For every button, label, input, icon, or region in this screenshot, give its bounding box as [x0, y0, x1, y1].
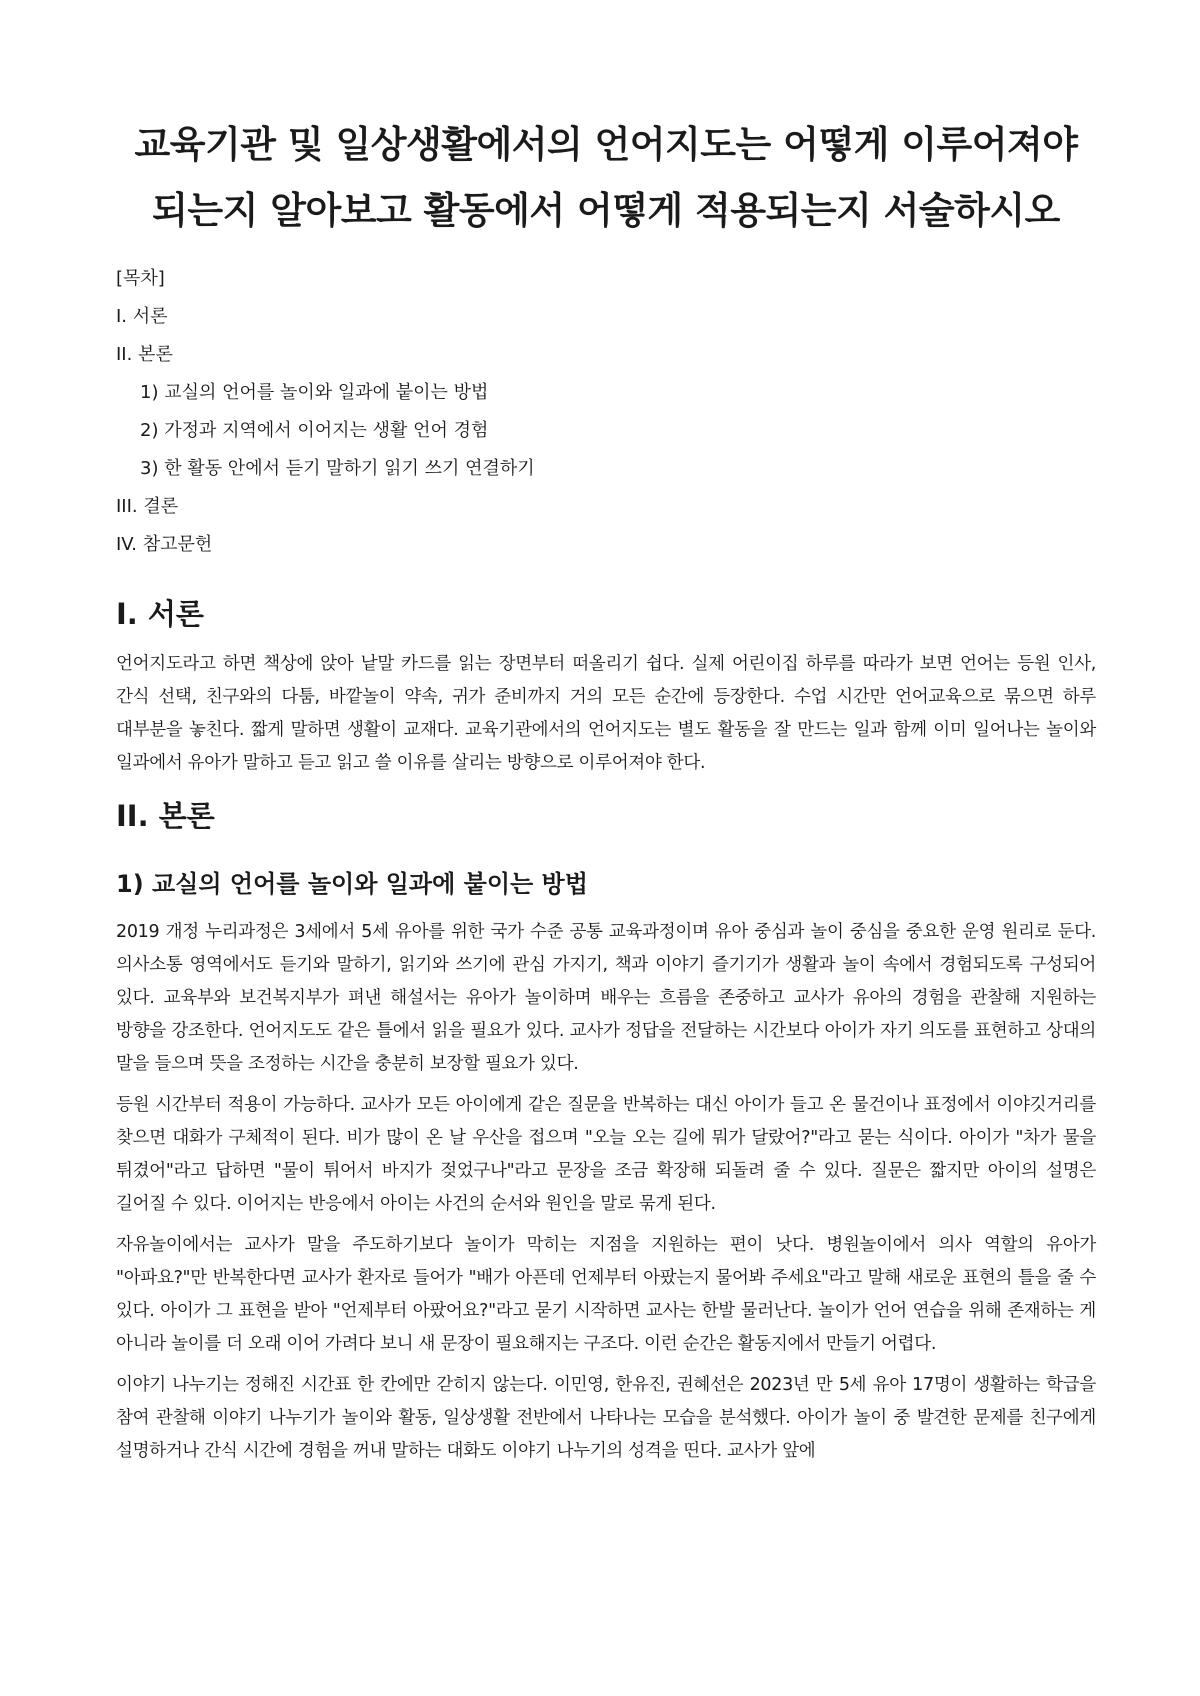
- body-paragraph: 이야기 나누기는 정해진 시간표 한 칸에만 갇히지 않는다. 이민영, 한유진, 권혜선은 2023년 만 5세 유아 17명이 생활하는 학급을 참여 관찰해 이야기 나누기가 놀이와 활동, 일상생활 전반에서 나타나는 모습을 분석했다. 아이가 놀이 중 발견한 문제를 친구에게 설명하거나 간식 시간에 경험을 꺼내 말하는 대화도 이야기 나누기의 성격을 띤다. 교사가 앞에: [116, 1375, 1096, 1461]
- document-title: 교육기관 및 일상생활에서의 언어지도는 어떻게 이루어져야 되는지 알아보고 활동에서 어떻게 적용되는지 서술하시오: [134, 123, 1078, 232]
- toc-item: IV. 참고문헌: [116, 534, 213, 555]
- toc-item: 1) 교실의 언어를 놀이와 일과에 붙이는 방법: [140, 382, 489, 403]
- section-heading-body: II. 본론: [116, 799, 215, 833]
- body-paragraph: 2019 개정 누리과정은 3세에서 5세 유아를 위한 국가 수준 공통 교육과정이며 유아 중심과 놀이 중심을 중요한 운영 원리로 둔다. 의사소통 영역에서도 듣기와 말하기, 읽기와 쓰기에 관심 가지기, 책과 이야기 즐기기가 생활과 놀이 속에서 경험되도록 구성되어 있다. 교육부와 보건복지부가 펴낸 해설서는 유아가 놀이하며 배우는 흐름을 존중하고 교사가 유아의 경험을 관찰해 지원하는 방향을 강조한다. 언어지도도 같은 틀에서 읽을 필요가 있다. 교사가 정답을 전달하는 시간보다 아이가 자기 의도를 표현하고 상대의 말을 들으며 뜻을 조정하는 시간을 충분히 보장할 필요가 있다.: [116, 922, 1096, 1074]
- toc-item: 3) 한 활동 안에서 듣기 말하기 읽기 쓰기 연결하기: [140, 458, 535, 479]
- subsection-heading: 1) 교실의 언어를 놀이와 일과에 붙이는 방법: [116, 870, 588, 898]
- toc-heading: [목차]: [116, 268, 165, 289]
- toc-item: 2) 가정과 지역에서 이어지는 생활 언어 경험: [140, 420, 489, 441]
- body-paragraph: 언어지도라고 하면 책상에 앉아 낱말 카드를 읽는 장면부터 떠올리기 쉽다. 실제 어린이집 하루를 따라가 보면 언어는 등원 인사, 간식 선택, 친구와의 다툼, 바깥놀이 약속, 귀가 준비까지 거의 모든 순간에 등장한다. 수업 시간만 언어교육으로 묶으면 하루 대부분을 놓친다. 짧게 말하면 생활이 교재다. 교육기관에서의 언어지도는 별도 활동을 잘 만드는 일과 함께 이미 일어나는 놀이와 일과에서 유아가 말하고 듣고 읽고 쓸 이유를 살리는 방향으로 이루어져야 한다.: [116, 654, 1096, 773]
- section-heading-intro: I. 서론: [116, 597, 204, 631]
- table-of-contents: [116, 260, 1096, 564]
- body-paragraph: 자유놀이에서는 교사가 말을 주도하기보다 놀이가 막히는 지점을 지원하는 편이 낫다. 병원놀이에서 의사 역할의 유아가 "아파요?"만 반복한다면 교사가 환자로 들어가 "배가 아픈데 언제부터 아팠는지 물어봐 주세요"라고 말해 새로운 표현의 틀을 줄 수 있다. 아이가 그 표현을 받아 "언제부터 아팠어요?"라고 묻기 시작하면 교사는 한발 물러난다. 놀이가 언어 연습을 위해 존재하는 게 아니라 놀이를 더 오래 이어 가려다 보니 새 문장이 필요해지는 구조다. 이런 순간은 활동지에서 만들기 어렵다.: [116, 1235, 1096, 1354]
- toc-item: II. 본론: [116, 344, 173, 365]
- body-paragraph: 등원 시간부터 적용이 가능하다. 교사가 모든 아이에게 같은 질문을 반복하는 대신 아이가 들고 온 물건이나 표정에서 이야깃거리를 찾으면 대화가 구체적이 된다. 비가 많이 온 날 우산을 접으며 "오늘 오는 길에 뭐가 달랐어?"라고 묻는 식이다. 아이가 "차가 물을 튀겼어"라고 답하면 "물이 튀어서 바지가 젖었구나"라고 문장을 조금 확장해 되돌려 줄 수 있다. 질문은 짧지만 아이의 설명은 길어질 수 있다. 이어지는 반응에서 아이는 사건의 순서와 원인을 말로 묶게 된다.: [116, 1095, 1096, 1214]
- toc-item: III. 결론: [116, 496, 179, 517]
- toc-item: I. 서론: [116, 306, 168, 327]
- toc-list: [116, 298, 1096, 564]
